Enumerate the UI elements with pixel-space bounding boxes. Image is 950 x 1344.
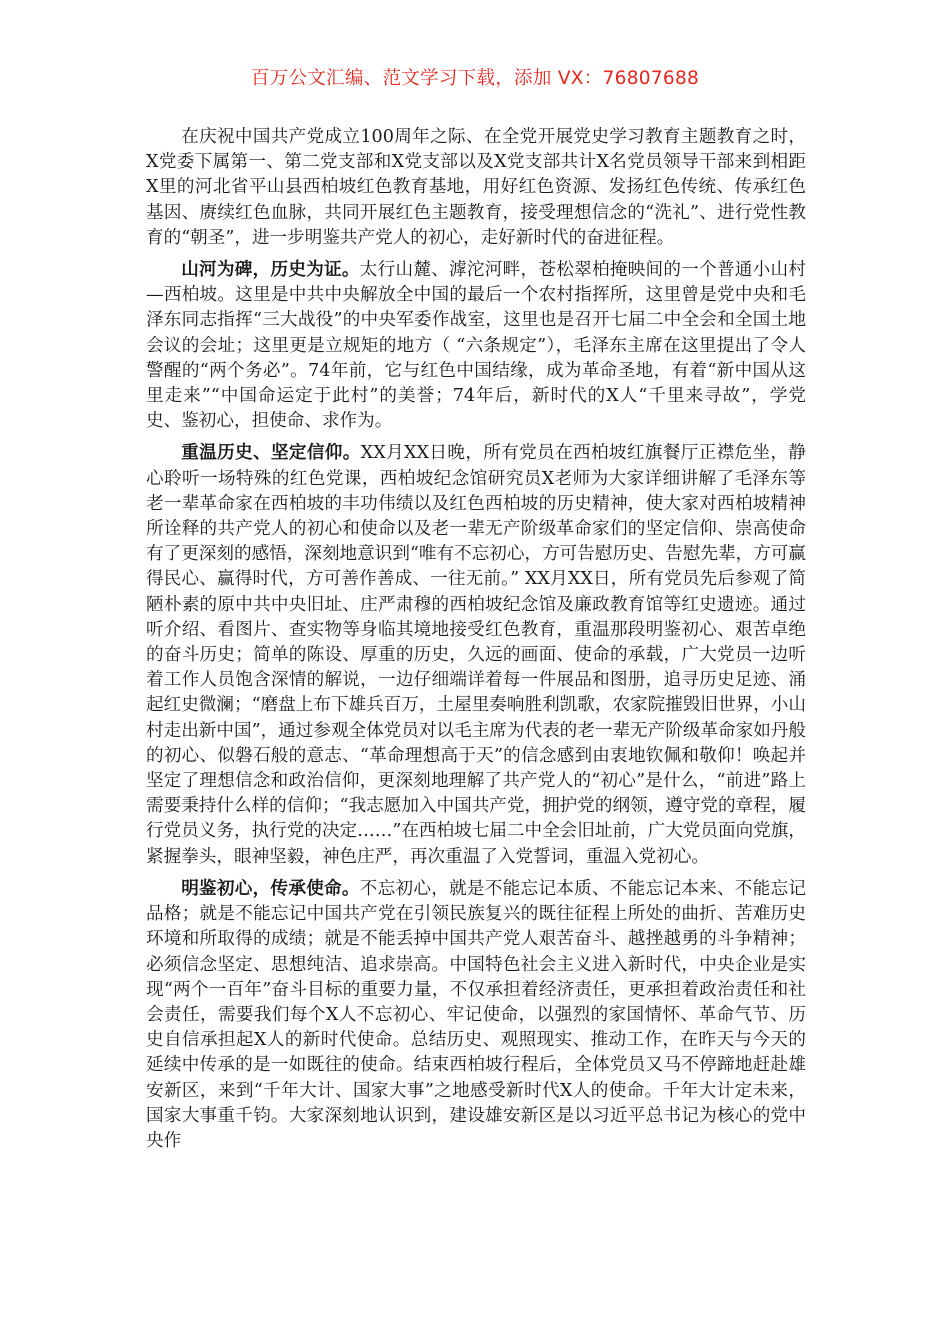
article-body xyxy=(146,124,806,1160)
paragraph-history-witness xyxy=(146,257,806,434)
paragraph-intro xyxy=(146,124,806,251)
paragraph-lead: 山河为碑，历史为证。 xyxy=(181,259,360,281)
paragraph-lead: 明鉴初心，传承使命。 xyxy=(181,877,360,899)
paragraph-text: 太行山麓、滹沱河畔，苍松翠柏掩映间的一个普通小山村—西柏坡。这里是中共中央解放全中国的最后一个农村指挥所，这里曾是党中央和毛泽东同志指挥“三大战役”的中央军委作战室，这里也是召开七届二中全会和全国土地会议的会址；这里更是立规矩的地方（ “六条规定”），毛泽东主席在这里提出了令人警醒的“两个务必”。74年前，它与红色中国结缘，成为革命圣地，有着“新中国从这里走来”“中国命运定于此村”的美誉；74年后，新时代的X人“千里来寻故”，学党史、鉴初心，担使命、求作为。 xyxy=(146,260,806,432)
paragraph-mission xyxy=(146,876,806,1154)
paragraph-lead: 重温历史、坚定信仰。 xyxy=(181,442,361,464)
paragraph-review-history xyxy=(146,440,806,869)
paragraph-text: XX月XX日晚，所有党员在西柏坡红旗餐厅正襟危坐，静心聆听一场特殊的红色党课，西柏坡纪念馆研究员X老师为大家详细讲解了毛泽东等老一辈革命家在西柏坡的丰功伟绩以及红色西柏坡的历史精神，使大家对西柏坡精神所诠释的共产党人的初心和使命以及老一辈无产阶级革命家们的坚定信仰、崇高使命有了更深刻的感悟，深刻地意识到“唯有不忘初心，方可告慰历史、告慰先辈，方可赢得民心、赢得时代，方可善作善成、一往无前。” XX月XX日，所有党员先后参观了简陋朴素的原中共中央旧址、庄严肃穆的西柏坡纪念馆及廉政教育馆等红史遗迹。通过听介绍、看图片、查实物等身临其境地接受红色教育，重温那段明鉴初心、艰苦卓绝的奋斗历史；简单的陈设、厚重的历史，久远的画面、使命的承载，广大党员一边听着工作人员饱含深情的解说，一边仔细端详着每一件展品和图册，追寻历史足迹、涌起红史微澜；“磨盘上布下雄兵百万，土屋里奏响胜利凯歌，农家院摧毁旧世界，小山村走出新中国”，通过参观全体党员对以毛主席为代表的老一辈无产阶级革命家如丹般的初心、似磐石般的意志、“革命理想高于天”的信念感到由衷地钦佩和敬仰！唤起并坚定了理想信念和政治信仰，更深刻地理解了共产党人的“初心”是什么，“前进”路上需要秉持什么样的信仰；“我志愿加入中国共产党，拥护党的纲领，遵守党的章程，履行党员义务，执行党的决定……”在西柏坡七届二中全会旧址前，广大党员面向党旗，紧握拳头，眼神坚毅，神色庄严，再次重温了入党誓词，重温入党初心。 xyxy=(146,443,806,867)
paragraph-text: 在庆祝中国共产党成立100周年之际、在全党开展党史学习教育主题教育之时，X党委下属第一、第二党支部和X党支部以及X党支部共计X名党员领导干部来到相距X里的河北省平山县西柏坡红色教育基地，用好红色资源、发扬红色传统、传承红色基因、赓续红色血脉，共同开展红色主题教育，接受理想信念的“洗礼”、进行党性教育的“朝圣”，进一步明鉴共产党人的初心，走好新时代的奋进征程。 xyxy=(146,127,806,248)
paragraph-text: 不忘初心，就是不能忘记本质、不能忘记本来、不能忘记品格；就是不能忘记中国共产党在引领民族复兴的既往征程上所处的曲折、苦难历史环境和所取得的成绩；就是不能丢掉中国共产党人艰苦奋斗、越挫越勇的斗争精神；必须信念坚定、思想纯洁、追求崇高。中国特色社会主义进入新时代，中央企业是实现“两个一百年”奋斗目标的重要力量，不仅承担着经济责任，更承担着政治责任和社会责任，需要我们每个X人不忘初心、牢记使命，以强烈的家国情怀、革命气节、历史自信承担起X人的新时代使命。总结历史、观照现实、推动工作，在昨天与今天的延续中传承的是一如既往的使命。结束西柏坡行程后，全体党员又马不停蹄地赶赴雄安新区，来到“千年大计、国家大事”之地感受新时代X人的使命。千年大计定未来，国家大事重千钧。大家深刻地认识到，建设雄安新区是以习近平总书记为核心的党中央作 xyxy=(146,878,806,1151)
watermark-header: 百万公文汇编、范文学习下载，添加 VX：76807688 xyxy=(250,68,700,89)
